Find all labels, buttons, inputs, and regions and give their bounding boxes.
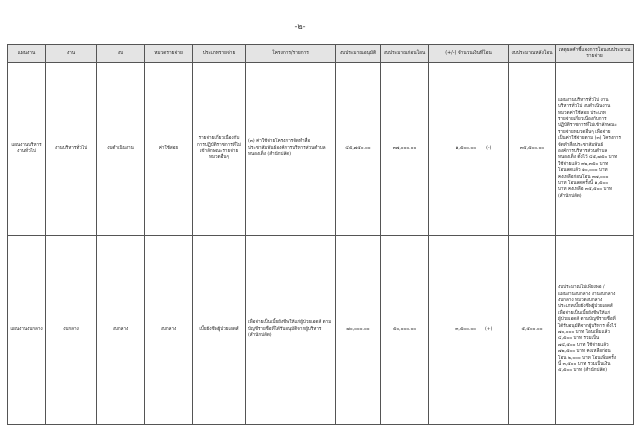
cell-project: เพื่อจ่ายเป็นเบี้ยยังชีพให้แก่ผู้ป่วยเอดส์ ตามบัญชีรายชื่อที่ได้รับอนุมัติจากผู้บริหาร (สำนักปลัด) bbox=[246, 236, 336, 425]
header-amount: (+/-) จำนวนเงินที่โอน bbox=[429, 45, 509, 63]
reason-line: รายจ่ายหมวดอื่นๆ เพื่อจ่าย bbox=[558, 129, 611, 135]
reason-line: หนองเต็ง ตั้งไว้ ๔๕,๗๕๐ บาท bbox=[558, 155, 618, 161]
cell-category: งบกลาง bbox=[145, 236, 193, 425]
table-row bbox=[8, 63, 634, 236]
reason-line: องค์การบริหารส่วนตำบล bbox=[558, 149, 608, 154]
reason-line: เพื่อจ่ายเป็นเบี้ยยังชีพให้แก่ bbox=[558, 310, 611, 316]
reason-line: ใช้จ่ายแล้ว ๓๒,๓๕๐ บาท bbox=[558, 161, 609, 167]
header-category: หมวดรายจ่าย bbox=[145, 45, 193, 63]
cell-amount bbox=[429, 236, 509, 425]
header-before: งบประมาณก่อนโอน bbox=[381, 45, 429, 63]
cell-work: งานบริหารทั่วไป bbox=[46, 63, 97, 236]
cell-approved: ๗๐,๐๐๐.๐๐ bbox=[336, 236, 381, 425]
reason-line: งบประมาณไม่เพียงพอ / bbox=[558, 285, 605, 291]
header-after: งบประมาณหลังโอน bbox=[509, 45, 556, 63]
reason-line: แผนงานงบกลาง งานงบกลาง bbox=[558, 291, 616, 297]
reason-line: ๗๔,๕๐๐ บาท ใช้จ่ายแล้ว bbox=[558, 342, 609, 348]
cell-reason bbox=[556, 236, 634, 425]
reason-line: ปฏิบัติราชการที่ไม่เข้าลักษณะ bbox=[558, 123, 617, 129]
cell-expense-type: รายจ่ายเกี่ยวเนื่องกับการปฏิบัติราชการที่ไม่เข้าลักษณะรายจ่ายหมวดอื่นๆ bbox=[193, 63, 246, 236]
reason-line: ๕,๕๐๐ บาท (สำนักปลัด) bbox=[558, 368, 608, 374]
amount-value: ๑,๕๐๐.๐๐ bbox=[455, 145, 476, 151]
reason-line: รายจ่ายเกี่ยวเนื่องกับการ bbox=[558, 116, 607, 122]
header-project: โครงการ/รายการ bbox=[246, 45, 336, 63]
reason-line: นี้ ๓,๕๐๐ บาท รวมเป็นเงิน bbox=[558, 362, 611, 368]
header-expense-type: ประเภทรายจ่าย bbox=[193, 45, 246, 63]
reason-line: งบกลาง หมวดงบกลาง bbox=[558, 297, 603, 303]
cell-after: ๓๕,๕๐๐.๐๐ bbox=[509, 63, 556, 236]
reason-line: คงเหลือก่อนโอน ๓๗,๐๐๐ bbox=[558, 174, 609, 180]
cell-before: ๕๐,๐๐๐.๐๐ bbox=[381, 236, 429, 425]
header-plan: แผนงาน bbox=[8, 45, 46, 63]
reason-line: โอน ๒,๐๐๐ บาท โอนเพิ่มครั้ง bbox=[558, 355, 616, 361]
cell-budget-type: งบกลาง bbox=[97, 236, 145, 425]
reason-line: หมวดค่าใช้สอย ประเภท bbox=[558, 110, 606, 116]
reason-line: (สำนักปลัด) bbox=[558, 193, 582, 199]
cell-after: ๕,๕๐๐.๐๐ bbox=[509, 236, 556, 425]
reason-line: ๗๐,๐๐๐ บาท โอนเพิ่มแล้ว bbox=[558, 330, 610, 335]
reason-line: ผู้ป่วยเอดส์ ตามบัญชีรายชื่อที่ bbox=[558, 317, 616, 323]
header-work: งาน bbox=[46, 45, 97, 63]
reason-line: โอนลดแล้ว ๑๐,๐๐๐ บาท bbox=[558, 168, 608, 174]
cell-plan: แผนงานบริหารงานทั่วไป bbox=[8, 63, 46, 236]
reason-line: จัดทำสื่อประชาสัมพันธ์ bbox=[558, 142, 604, 148]
cell-category: ค่าใช้สอย bbox=[145, 63, 193, 236]
cell-reason bbox=[556, 63, 634, 236]
amount-sign: (+) bbox=[485, 326, 493, 332]
cell-approved: ๔๕,๗๕๐.๐๐ bbox=[336, 63, 381, 236]
cell-amount bbox=[429, 63, 509, 236]
table-row bbox=[8, 236, 634, 425]
cell-budget-type: งบดำเนินงาน bbox=[97, 63, 145, 236]
cell-plan: แผนงานงบกลาง bbox=[8, 236, 46, 425]
cell-project: (๓) ค่าใช้จ่ายโครงการจัดทำสื่อประชาสัมพันธ์องค์การบริหารส่วนตำบลหนองเต็ง (สำนักปลัด) bbox=[246, 63, 336, 236]
page-number: -๒- bbox=[294, 22, 306, 31]
reason-line: บริหารทั่วไป งบดำเนินงาน bbox=[558, 104, 611, 110]
amount-value: ๓,๕๐๐.๐๐ bbox=[455, 326, 476, 332]
budget-transfer-table bbox=[7, 44, 634, 425]
reason-line: เป็นค่าใช้จ่ายตาม (๓) โครงการ bbox=[558, 136, 621, 142]
reason-line: บาท คงเหลือ ๓๕,๕๐๐ บาท bbox=[558, 187, 613, 193]
reason-line: ได้รับอนุมัติจากผู้บริหาร ตั้งไว้ bbox=[558, 323, 617, 329]
cell-before: ๓๗,๐๐๐.๐๐ bbox=[381, 63, 429, 236]
table-header-row bbox=[8, 45, 634, 63]
header-approved: งบประมาณอนุมัติ bbox=[336, 45, 381, 63]
reason-line: แผนงานบริหารทั่วไป งาน bbox=[558, 97, 609, 103]
reason-line: ๔,๕๐๐ บาท รวมเป็น bbox=[558, 336, 600, 342]
reason-line: ๗๒,๕๐๐ บาท คงเหลือก่อน bbox=[558, 349, 611, 355]
amount-sign: (-) bbox=[486, 145, 492, 151]
reason-line: บาท โอนลดครั้งนี้ ๑,๕๐๐ bbox=[558, 181, 608, 187]
cell-work: งบกลาง bbox=[46, 236, 97, 425]
header-budget-type: งบ bbox=[97, 45, 145, 63]
cell-expense-type: เบี้ยยังชีพผู้ป่วยเอดส์ bbox=[193, 236, 246, 425]
header-reason: เหตุผลคำชี้แจงการโอนงบประมาณรายจ่าย bbox=[556, 45, 634, 63]
reason-line: ประเภทเบี้ยยังชีพผู้ป่วยเอดส์ bbox=[558, 304, 613, 310]
